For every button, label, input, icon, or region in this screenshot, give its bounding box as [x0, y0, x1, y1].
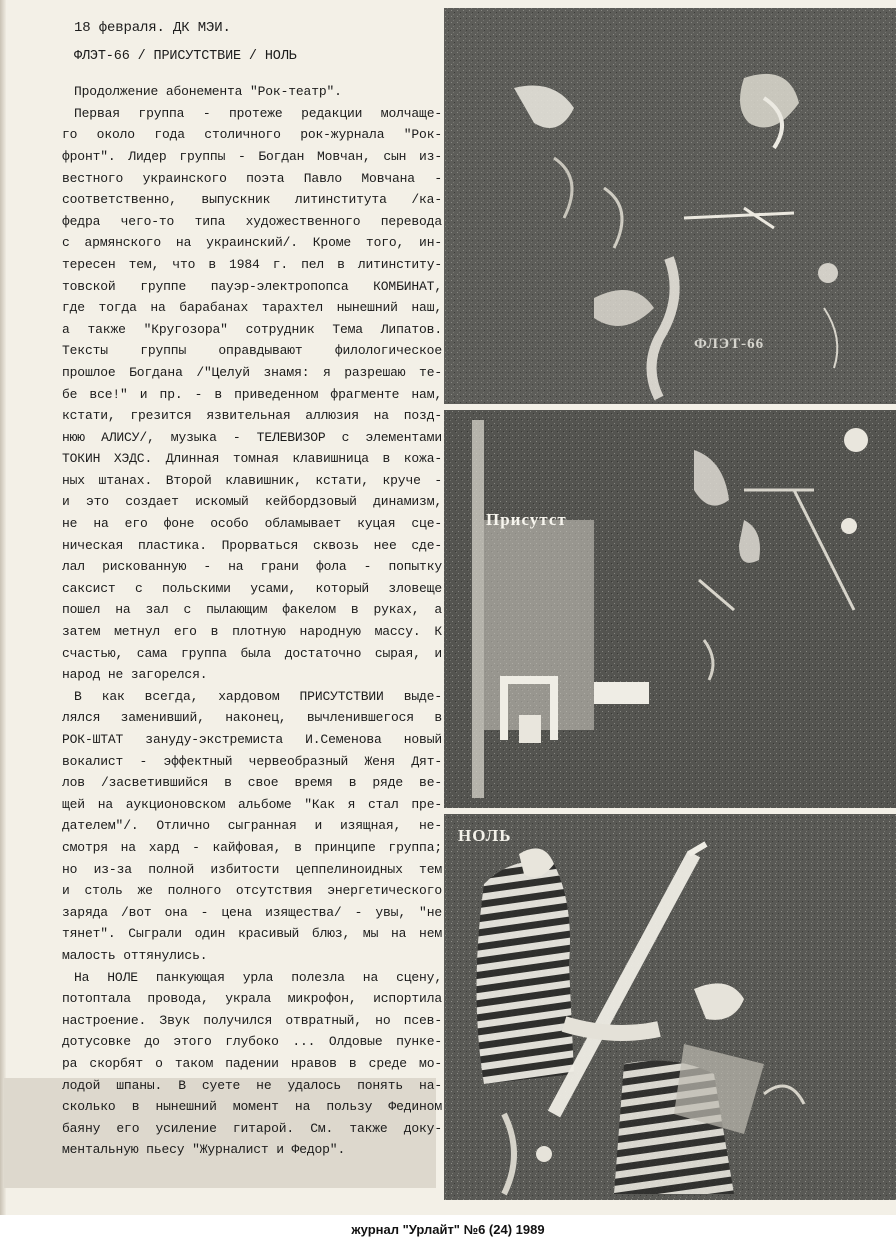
article-line: саксист с польскими усами, который зловеще	[62, 580, 442, 596]
article-line: заряда /вот она - цена изящества/ - увы, "не	[62, 904, 442, 920]
article-line: смотря на хард - кайфовая, в принципе группа;	[62, 839, 442, 855]
article-line: дателем"/. Отлично сыгранная и изящная, не-	[62, 818, 442, 834]
article-line: вокалист - эффектный червеобразный Женя Дят-	[62, 753, 442, 769]
page-edge	[0, 0, 6, 1215]
article-column	[62, 18, 442, 1161]
photo-nol-label: НОЛЬ	[458, 826, 512, 845]
article-line: тянет". Сыграли один красивый блюз, мы на нем	[62, 926, 442, 942]
article-body	[62, 81, 442, 1161]
article-line: лялся заменивший, наконец, вычленившегося в	[62, 710, 442, 726]
article-line: дотусовке до этого глубоко ... Олдовые пунке-	[62, 1034, 442, 1050]
article-line: ническая пластика. Прорваться сквозь нее сде-	[62, 537, 442, 553]
article-line: потоптала провода, украла микрофон, испортила	[62, 991, 442, 1007]
article-line: нюю АЛИСУ/, музыка - ТЕЛЕВИЗОР с элементами	[62, 429, 442, 445]
article-line: и это создает искомый кейбордзовый динамизм,	[62, 494, 442, 510]
article-line: сколько в нынешний момент на пользу Федином	[62, 1099, 442, 1115]
article-line: ТОКИН ХЭДС. Длинная томная клавишница в кожа-	[62, 451, 442, 467]
photo-nol-image	[444, 814, 896, 1200]
photo-flat-66-image	[444, 8, 896, 404]
article-line: ных штанах. Второй клавишник, кстати, круче -	[62, 472, 442, 488]
article-line: не на его фоне особо обламывает куцая сце-	[62, 516, 442, 532]
article-line: Первая группа - протеже редакции молчаще-	[74, 105, 442, 121]
article-date: 18 февраля. ДК МЭИ.	[74, 20, 231, 36]
article-line: ра скорбят о таком падении нравов в среде мо-	[62, 1055, 442, 1071]
article-line: а также "Кругозора" сотрудник Тема Липатов.	[62, 321, 442, 337]
article-line: пошел на зал с пылающим факелом в руках, а	[62, 602, 442, 618]
article-line: В как всегда, хардовом ПРИСУТСТВИИ выде-	[74, 688, 442, 704]
article-line: ментальную пьесу "Журналист и Федор".	[62, 1142, 346, 1158]
article-groups: ФЛЭТ-66 / ПРИСУТСТВИЕ / НОЛЬ	[74, 48, 297, 64]
photo-prisutstvie	[444, 410, 896, 808]
article-line: с армянского на украинский/. Кроме того, ин-	[62, 235, 442, 251]
photo-prisutstvie-image	[444, 410, 896, 808]
article-line: бе все!" и пр. - в приведенном фрагменте нам,	[62, 386, 442, 402]
article-line: настроение. Звук получился отвратный, но псев-	[62, 1012, 442, 1028]
article-line: народ не загорелся.	[62, 667, 208, 683]
source-caption: журнал "Урлайт" №6 (24) 1989	[351, 1222, 545, 1237]
article-line: лал рискованную - на грани фола - попытку	[62, 559, 442, 575]
article-line: малость оттянулись.	[62, 947, 208, 963]
article-line: щей на аукционовском альбоме "Как я стал пре-	[62, 796, 442, 812]
article-line: но из-за полной избитости цеппелиноидных тем	[62, 861, 442, 877]
article-line: лодой шпаны. В суете не удалось понять на-	[62, 1077, 442, 1093]
article-line: баяну его усиление гитарой. См. также доку-	[62, 1120, 442, 1136]
article-line: лов /засветившийся в свое время в ряде ве-	[62, 775, 442, 791]
article-line: федра чего-то типа художественного перевода	[62, 213, 442, 229]
article-line: го около года столичного рок-журнала "Рок-	[62, 127, 442, 143]
article-line: Продолжение абонемента "Рок-театр".	[74, 84, 342, 100]
article-line: тересен тем, что в 1984 г. пел в литинститу-	[62, 256, 442, 272]
article-line: счастью, сама группа была достаточно сырая, и	[62, 645, 442, 661]
article-line: соответственно, выпускник литинститута /ка-	[62, 192, 442, 208]
photo-nol	[444, 814, 896, 1200]
article-line: фронт". Лидер группы - Богдан Мовчан, сын из-	[62, 148, 442, 164]
article-line: Тексты группы оправдывают филологическое	[62, 343, 442, 359]
article-line: прошлое Богдана /"Целуй знамя: я разрешаю те-	[62, 364, 442, 380]
photo-flat-66-label: ФЛЭТ-66	[694, 336, 765, 352]
article-line: затем метнул его в плотную народную массу. К	[62, 624, 442, 640]
photo-flat-66	[444, 8, 896, 404]
article-line: и столь же полного отсутствия энергетического	[62, 883, 442, 899]
photo-column	[444, 8, 896, 1200]
article-line: товской группе пауэр-электропопса КОМБИНАТ,	[62, 278, 442, 294]
article-line: вестного украинского поэта Павло Мовчана -	[62, 170, 442, 186]
article-line: кстати, грезится язвительная аллюзия на позд-	[62, 408, 442, 424]
photo-prisutstvie-label: Присутст	[486, 510, 567, 529]
article-line: На НОЛЕ панкующая урла полезла на сцену,	[74, 969, 442, 985]
article-line: где тогда на барабанах тарахтел нынешний наш,	[62, 300, 442, 316]
article-line: РОК-ШТАТ зануду-экстремиста И.Семенова новый	[62, 732, 442, 747]
